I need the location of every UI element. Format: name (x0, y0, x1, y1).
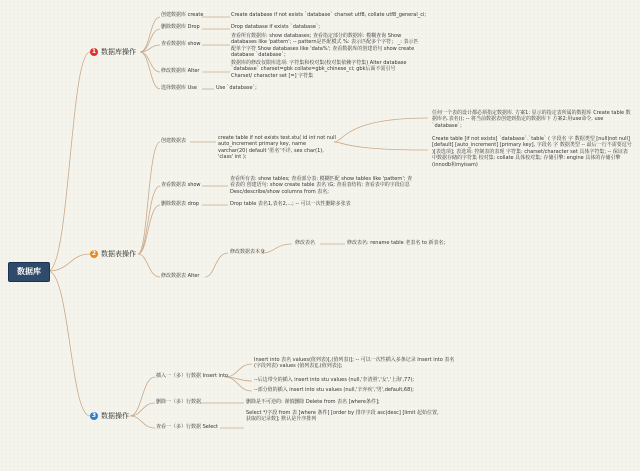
node-alter-database: 修改数据库 Alter (161, 68, 200, 74)
note-create-table-db: 任何一个表的设计都必须指定数据库. 方案1: 显示的指定表所属的数据库 Create table 数据库名.表名(); -- 将当前数据表创建到指定的数据库下 方案2:用use命令, use `database`; (432, 110, 631, 129)
branch-node-database-ops (90, 47, 136, 57)
node-show-database: 查看数据库 show (161, 41, 201, 47)
detail-insert-partial: --部分值的插入 insert into stu values (null,'辛弃疾','男',default,68); (254, 387, 414, 393)
node-create-database: 创建数据库 create (161, 12, 204, 18)
detail-insert-full: --后边带全的插入 insert into stu values (null,'李清照','女','上海',77); (254, 377, 415, 383)
node-alter-table: 修改数据表 Alter (161, 273, 200, 279)
branch-node-table-ops (90, 249, 136, 259)
detail-use-database: Use `database`; (216, 85, 257, 91)
node-insert: 插入一（多）行数据 Insert into (156, 373, 229, 379)
detail-select: Select */字段 from 表 [where 条件] [order by 排序字段 asc|desc] [limit 起始位置，获取的记录数]; 默认是升序排列 (246, 410, 443, 423)
note-create-table-syntax: Create table [if not exists] `database`.`table` ( 字段名 字 数据类型 [null|not null] [default] [auto_increment] [primary key], 字段名 字 数据类型 -- 最后一行不需要逗号 )[表选项]; 表选项: 控制表的表现 字符集: charset/character set 具体字符集; -- 保证表中数据存储的字符集 校对集: collate 具体校对集; 存储引擎: engine 具体的存储引擎(innodb和myisam) (432, 136, 632, 168)
node-drop-table: 删除数据表 drop (161, 201, 199, 207)
detail-rename-table: 修改表名: rename table 老表名 to 新表名; (347, 240, 446, 246)
detail-show-database: 查看所有数据库: show databases; 查看指定部分的数据库: 模糊查询 Show databases like 'pattern'; -- pattern是匹配模式 %: 表示匹配多个字符； _: 表示匹配单个字符 Show databases like 'data%'; 查看数据库的创建语句 show create database `database`; (231, 33, 419, 59)
node-create-table: 创建数据表 (161, 138, 187, 144)
detail-drop-table: Drop table 表名1,表名2,...; -- 可以一次性删除多张表 (230, 201, 351, 207)
root-node: 数据库 (8, 262, 50, 282)
node-delete: 删除一（多）行数据 (156, 399, 202, 405)
branch-label: 数据表操作 (101, 250, 136, 258)
node-alter-table-self: 修改数据表本身 (230, 249, 266, 255)
detail-insert-syntax: Insert into 表名 values(值列表)[,(值列表)]; -- 可以一次性插入多条记录 Insert into 表名 (字段列表) values (值列表)[,(值列表)]; (254, 357, 455, 370)
branch-node-data-ops (90, 411, 129, 421)
node-rename-table: 修改表名 (295, 240, 316, 246)
detail-alter-database: 数据库的修改仅限库选项: 字符集和校对集(校对集依赖字符集) Alter database `database` charset=gbk collate=gbk_chinese_ci; gbk后面不需引号 Charset/ character set [=] 字符集 (231, 60, 407, 79)
priority-2-icon: 2 (91, 250, 97, 257)
detail-drop-database: Drop database if exists `database`; (231, 24, 321, 30)
node-show-table: 查看数据表 show (161, 182, 201, 188)
detail-show-table: 查看所有表: show tables; 查看部分表: 模糊匹配 show tables like 'pattern'; 查看表的 创建语句: show create table 表名 \G; 查看表结构: 查看表中的字段信息 Desc/describe/show columns from 表名; (230, 176, 413, 195)
detail-create-table: create table if not exists test.stu( id int not null auto_increment primary key, name varchar(20) default '匿名'不详, sex char(1), 'class' int ); (218, 135, 336, 161)
branch-label: 数据操作 (101, 412, 129, 420)
detail-create-database: Create database if not exists `database` charset utf8, collate utf8_general_ci; (231, 12, 427, 18)
priority-1-icon: 1 (91, 48, 97, 55)
priority-3-icon: 3 (91, 412, 97, 419)
node-drop-database: 删除数据库 Drop (161, 24, 200, 30)
branch-label: 数据库操作 (101, 48, 136, 56)
node-select: 查看一（多）行数据 Select (156, 424, 219, 430)
detail-delete: 删除是不可逆的: 谨慎删除 Delete from 表名 [where条件]; (246, 399, 380, 405)
node-use-database: 选择数据库 Use (161, 85, 197, 91)
